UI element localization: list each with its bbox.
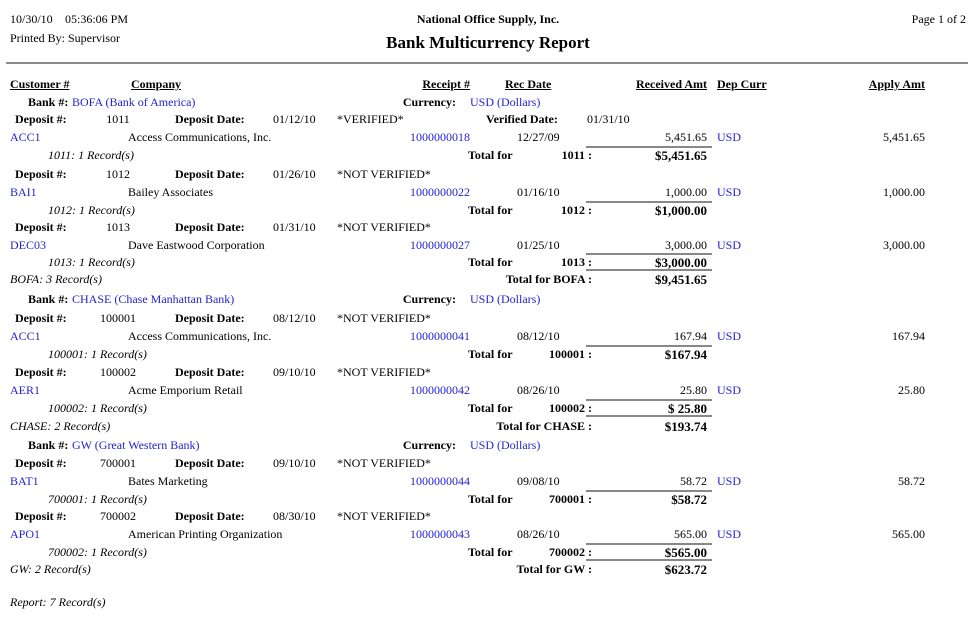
deposit-date-label: Deposit Date: bbox=[175, 167, 245, 181]
dep-curr-link[interactable]: USD bbox=[717, 238, 742, 252]
currency-label: Currency: bbox=[402, 438, 456, 452]
total-key: 700001 : bbox=[549, 492, 592, 506]
verify-status: *VERIFIED* bbox=[337, 112, 404, 126]
receipt-link[interactable]: 1000000044 bbox=[410, 474, 470, 488]
total-for-label: Total for bbox=[468, 203, 513, 217]
col-apply-amt: Apply Amt bbox=[868, 77, 925, 91]
rec-date-cell: 12/27/09 bbox=[517, 130, 560, 144]
deposit-record-count: 700001: 1 Record(s) bbox=[48, 492, 147, 506]
deposit-date-label: Deposit Date: bbox=[175, 220, 245, 234]
deposit-total-row bbox=[0, 545, 976, 560]
total-for-label: Total for bbox=[468, 492, 513, 506]
bank-total-row-gw bbox=[0, 562, 976, 577]
deposit-date: 09/10/10 bbox=[273, 365, 316, 379]
deposit-header-100001 bbox=[0, 311, 976, 326]
deposit-total-amount: $5,451.65 bbox=[655, 148, 707, 163]
deposit-record-count: 100002: 1 Record(s) bbox=[48, 401, 147, 415]
col-customer: Customer # bbox=[10, 77, 70, 91]
customer-link[interactable]: DEC03 bbox=[10, 238, 46, 252]
bank-total-amount: $9,451.65 bbox=[655, 272, 707, 287]
deposit-total-amount: $58.72 bbox=[671, 492, 707, 507]
customer-link[interactable]: BAI1 bbox=[10, 185, 37, 199]
apply-amt-cell: 3,000.00 bbox=[883, 238, 925, 252]
bank-header-bofa bbox=[0, 95, 976, 110]
total-key: 1013 : bbox=[561, 255, 592, 269]
printed-by: Printed By: Supervisor bbox=[10, 31, 120, 45]
company-cell: Access Communications, Inc. bbox=[128, 130, 272, 144]
deposit-label: Deposit #: bbox=[15, 112, 67, 126]
print-date: 10/30/10 bbox=[10, 12, 53, 26]
apply-amt-cell: 58.72 bbox=[898, 474, 925, 488]
deposit-total-amount: $1,000.00 bbox=[655, 203, 707, 218]
receipt-row bbox=[0, 383, 976, 398]
bank-header-gw bbox=[0, 438, 976, 453]
total-for-label: Total for bbox=[468, 255, 513, 269]
receipt-row bbox=[0, 185, 976, 200]
deposit-total-amount: $565.00 bbox=[664, 545, 707, 560]
verify-status: *NOT VERIFIED* bbox=[337, 167, 431, 181]
bank-link-bofa[interactable]: BOFA (Bank of America) bbox=[72, 95, 196, 109]
received-amt-cell: 58.72 bbox=[680, 474, 707, 488]
received-amt-cell: 1,000.00 bbox=[665, 185, 707, 199]
bank-label: Bank #: bbox=[28, 438, 69, 452]
customer-link[interactable]: BAT1 bbox=[10, 474, 39, 488]
report-total-row bbox=[0, 595, 976, 610]
received-amt-cell: 3,000.00 bbox=[665, 238, 707, 252]
deposit-label: Deposit #: bbox=[15, 220, 67, 234]
rec-date-cell: 01/25/10 bbox=[517, 238, 560, 252]
verify-status: *NOT VERIFIED* bbox=[337, 220, 431, 234]
deposit-date-label: Deposit Date: bbox=[175, 311, 245, 325]
deposit-header-1013 bbox=[0, 220, 976, 235]
bank-record-count: BOFA: 3 Record(s) bbox=[10, 272, 102, 286]
total-for-label: Total for bbox=[468, 148, 513, 162]
customer-link[interactable]: ACC1 bbox=[10, 130, 41, 144]
deposit-total-row bbox=[0, 347, 976, 362]
deposit-date-label: Deposit Date: bbox=[175, 456, 245, 470]
bank-total-amount: $193.74 bbox=[664, 419, 707, 434]
deposit-number: 100002 bbox=[100, 365, 136, 379]
total-for-label: Total for bbox=[468, 347, 513, 361]
deposit-record-count: 100001: 1 Record(s) bbox=[48, 347, 147, 361]
deposit-header-700002 bbox=[0, 509, 976, 524]
receipt-row bbox=[0, 527, 976, 542]
deposit-record-count: 1011: 1 Record(s) bbox=[48, 148, 134, 162]
company-cell: Dave Eastwood Corporation bbox=[128, 238, 265, 252]
deposit-label: Deposit #: bbox=[15, 365, 67, 379]
deposit-total-amount: $ 25.80 bbox=[668, 401, 707, 416]
deposit-date-label: Deposit Date: bbox=[175, 509, 245, 523]
dep-curr-link[interactable]: USD bbox=[717, 527, 742, 541]
col-rec-date: Rec Date bbox=[505, 77, 552, 91]
company-name: National Office Supply, Inc. bbox=[416, 12, 560, 26]
bank-label: Bank #: bbox=[28, 292, 69, 306]
dep-curr-link[interactable]: USD bbox=[717, 130, 742, 144]
rec-date-cell: 08/26/10 bbox=[517, 383, 560, 397]
deposit-record-count: 700002: 1 Record(s) bbox=[48, 545, 147, 559]
apply-amt-cell: 167.94 bbox=[892, 329, 925, 343]
deposit-date: 08/12/10 bbox=[273, 311, 316, 325]
apply-amt-cell: 25.80 bbox=[898, 383, 925, 397]
receipt-link[interactable]: 1000000027 bbox=[410, 238, 470, 252]
received-amt-cell: 5,451.65 bbox=[665, 130, 707, 144]
receipt-link[interactable]: 1000000043 bbox=[410, 527, 470, 541]
rec-date-cell: 08/26/10 bbox=[517, 527, 560, 541]
apply-amt-cell: 565.00 bbox=[892, 527, 925, 541]
total-underline bbox=[586, 415, 712, 417]
col-dep-curr: Dep Curr bbox=[717, 77, 767, 91]
deposit-date: 09/10/10 bbox=[273, 456, 316, 470]
total-key: 100002 : bbox=[549, 401, 592, 415]
customer-link[interactable]: ACC1 bbox=[10, 329, 41, 343]
bank-header-chase bbox=[0, 292, 976, 307]
receipt-row bbox=[0, 474, 976, 489]
deposit-number: 1013 bbox=[106, 220, 130, 234]
bank-total-row-bofa bbox=[0, 272, 976, 287]
company-cell: Acme Emporium Retail bbox=[128, 383, 243, 397]
receipt-row bbox=[0, 238, 976, 253]
receipt-link[interactable]: 1000000041 bbox=[410, 329, 470, 343]
company-cell: Bailey Associates bbox=[128, 185, 213, 199]
customer-link[interactable]: APO1 bbox=[10, 527, 41, 541]
deposit-total-row bbox=[0, 255, 976, 270]
total-underline bbox=[586, 559, 712, 561]
total-for-label: Total for bbox=[468, 401, 513, 415]
received-amt-cell: 25.80 bbox=[680, 383, 707, 397]
receipt-row bbox=[0, 329, 976, 344]
col-received-amt: Received Amt bbox=[636, 77, 707, 91]
bank-record-count: CHASE: 2 Record(s) bbox=[10, 419, 111, 433]
total-key: 100001 : bbox=[549, 347, 592, 361]
total-key: 700002 : bbox=[549, 545, 592, 559]
verify-status: *NOT VERIFIED* bbox=[337, 365, 431, 379]
report-title: Bank Multicurrency Report bbox=[386, 33, 590, 52]
deposit-header-700001 bbox=[0, 456, 976, 471]
col-company: Company bbox=[131, 77, 182, 91]
total-key: 1012 : bbox=[561, 203, 592, 217]
dep-curr-link[interactable]: USD bbox=[717, 185, 742, 199]
deposit-record-count: 1013: 1 Record(s) bbox=[48, 255, 135, 269]
bank-link-chase[interactable]: CHASE (Chase Manhattan Bank) bbox=[72, 292, 235, 306]
dep-curr-link[interactable]: USD bbox=[717, 383, 742, 397]
verify-status: *NOT VERIFIED* bbox=[337, 509, 431, 523]
total-for-label: Total for bbox=[468, 545, 513, 559]
company-cell: American Printing Organization bbox=[128, 527, 283, 541]
total-underline bbox=[586, 269, 712, 271]
apply-amt-cell: 5,451.65 bbox=[883, 130, 925, 144]
deposit-label: Deposit #: bbox=[15, 311, 67, 325]
deposit-date-label: Deposit Date: bbox=[175, 365, 245, 379]
receipt-link[interactable]: 1000000022 bbox=[410, 185, 470, 199]
bank-total-label: Total for GW : bbox=[516, 562, 592, 576]
receipt-link[interactable]: 1000000042 bbox=[410, 383, 470, 397]
deposit-total-row bbox=[0, 401, 976, 416]
deposit-label: Deposit #: bbox=[15, 456, 67, 470]
deposit-total-amount: $3,000.00 bbox=[655, 255, 707, 270]
deposit-label: Deposit #: bbox=[15, 509, 67, 523]
deposit-number: 700001 bbox=[100, 456, 136, 470]
deposit-number: 700002 bbox=[100, 509, 136, 523]
customer-link[interactable]: AER1 bbox=[10, 383, 40, 397]
deposit-record-count: 1012: 1 Record(s) bbox=[48, 203, 135, 217]
rec-date-cell: 09/08/10 bbox=[517, 474, 560, 488]
currency-label: Currency: bbox=[402, 292, 456, 306]
bank-total-label: Total for BOFA : bbox=[505, 272, 592, 286]
apply-amt-cell: 1,000.00 bbox=[883, 185, 925, 199]
total-key: 1011 : bbox=[561, 148, 592, 162]
verified-date-label: Verified Date: bbox=[486, 112, 558, 126]
currency-link[interactable]: USD (Dollars) bbox=[470, 292, 541, 306]
verify-status: *NOT VERIFIED* bbox=[337, 311, 431, 325]
rec-date-cell: 08/12/10 bbox=[517, 329, 560, 343]
received-amt-cell: 565.00 bbox=[674, 527, 707, 541]
receipt-row bbox=[0, 130, 976, 145]
rec-date-cell: 01/16/10 bbox=[517, 185, 560, 199]
bank-total-amount: $623.72 bbox=[664, 562, 707, 577]
page-header-line1 bbox=[0, 12, 976, 27]
bank-label: Bank #: bbox=[28, 95, 69, 109]
deposit-total-row bbox=[0, 492, 976, 507]
deposit-header-1011 bbox=[0, 112, 976, 127]
deposit-total-amount: $167.94 bbox=[664, 347, 707, 362]
deposit-label: Deposit #: bbox=[15, 167, 67, 181]
company-cell: Bates Marketing bbox=[128, 474, 208, 488]
deposit-header-1012 bbox=[0, 167, 976, 182]
currency-link[interactable]: USD (Dollars) bbox=[470, 438, 541, 452]
deposit-number: 1012 bbox=[106, 167, 130, 181]
deposit-date: 01/26/10 bbox=[273, 167, 316, 181]
deposit-total-row bbox=[0, 203, 976, 218]
column-headers bbox=[0, 77, 976, 92]
bank-total-label: Total for CHASE : bbox=[496, 419, 592, 433]
page-number: Page 1 of 2 bbox=[911, 12, 966, 26]
deposit-date: 01/31/10 bbox=[273, 220, 316, 234]
dep-curr-link[interactable]: USD bbox=[717, 474, 742, 488]
deposit-header-100002 bbox=[0, 365, 976, 380]
currency-link[interactable]: USD (Dollars) bbox=[470, 95, 541, 109]
company-cell: Access Communications, Inc. bbox=[128, 329, 272, 343]
bank-total-row-chase bbox=[0, 419, 976, 434]
currency-label: Currency: bbox=[402, 95, 456, 109]
deposit-number: 1011 bbox=[106, 112, 130, 126]
deposit-total-row bbox=[0, 148, 976, 163]
report-record-count: Report: 7 Record(s) bbox=[10, 595, 106, 609]
bank-record-count: GW: 2 Record(s) bbox=[10, 562, 91, 576]
deposit-date-label: Deposit Date: bbox=[175, 112, 245, 126]
header-rule bbox=[6, 62, 968, 64]
receipt-link[interactable]: 1000000018 bbox=[410, 130, 470, 144]
deposit-date: 01/12/10 bbox=[273, 112, 316, 126]
col-receipt: Receipt # bbox=[422, 77, 470, 91]
verified-date: 01/31/10 bbox=[587, 112, 630, 126]
bank-link-gw[interactable]: GW (Great Western Bank) bbox=[72, 438, 200, 452]
verify-status: *NOT VERIFIED* bbox=[337, 456, 431, 470]
deposit-date: 08/30/10 bbox=[273, 509, 316, 523]
received-amt-cell: 167.94 bbox=[674, 329, 707, 343]
dep-curr-link[interactable]: USD bbox=[717, 329, 742, 343]
deposit-number: 100001 bbox=[100, 311, 136, 325]
print-time: 05:36:06 PM bbox=[65, 12, 129, 26]
